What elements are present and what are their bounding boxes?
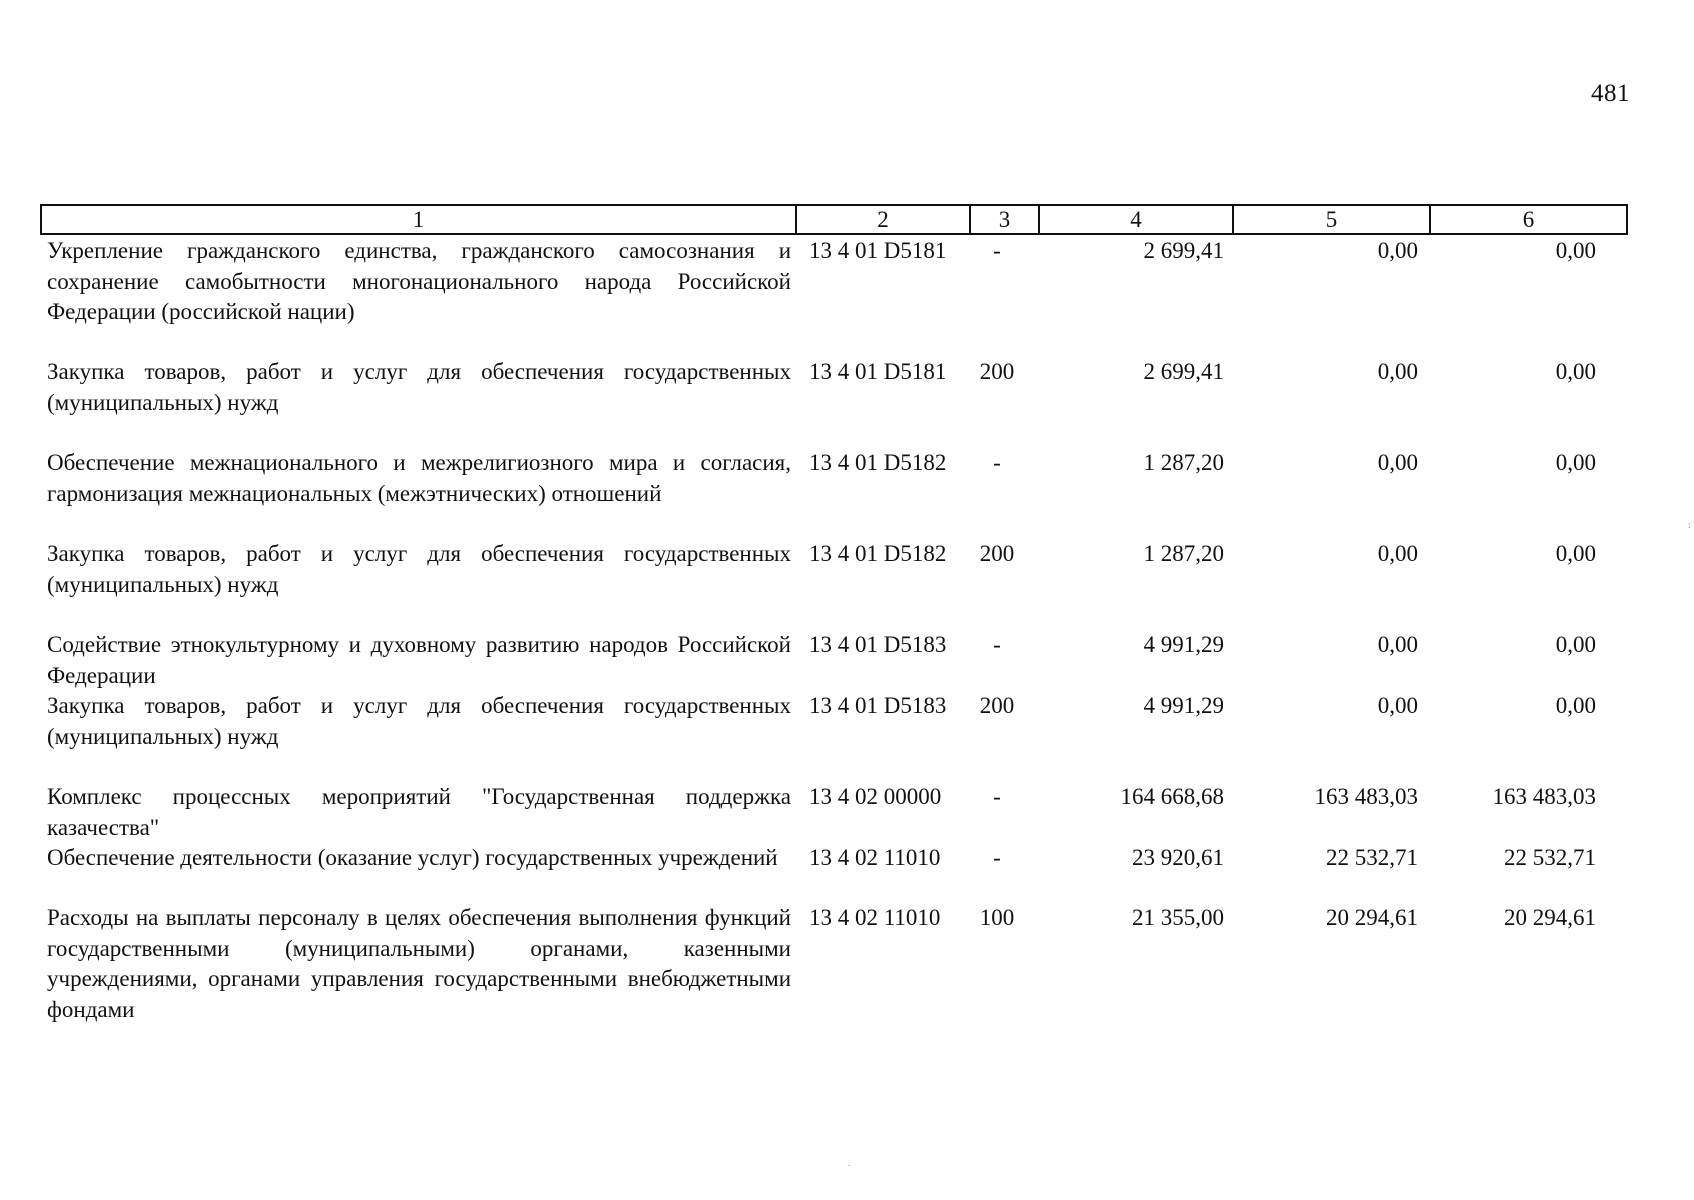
row-value-5: 0,00 <box>1377 632 1418 657</box>
row-value-6: 0,00 <box>1555 238 1596 263</box>
page-number: 481 <box>1591 80 1630 107</box>
row-value-6: 0,00 <box>1555 693 1596 718</box>
column-header-6: 6 <box>1430 205 1627 234</box>
row-code: 13 4 01 D5181 <box>809 359 947 384</box>
row-name: Укрепление гражданского единства, гражданского самосознания и сохранение самобытности многонационального народа Российской Федерации (российской нации) <box>47 238 791 324</box>
row-code: 13 4 01 D5182 <box>809 450 947 475</box>
scan-speck: . <box>848 1158 851 1169</box>
row-value-5: 22 532,71 <box>1326 845 1418 870</box>
row-type: 200 <box>979 693 1015 718</box>
row-value-6: 0,00 <box>1555 541 1596 566</box>
row-name: Закупка товаров, работ и услуг для обеспечения государственных (муниципальных) нужд <box>47 541 791 597</box>
row-value-6: 0,00 <box>1555 632 1596 657</box>
row-value-4: 2 699,41 <box>1143 238 1224 263</box>
row-type: - <box>993 784 1001 809</box>
row-code: 13 4 01 D5182 <box>809 541 947 566</box>
table-row <box>40 448 1626 539</box>
row-value-5: 0,00 <box>1377 238 1418 263</box>
row-value-4: 4 991,29 <box>1143 632 1224 657</box>
row-code: 13 4 01 D5183 <box>809 632 947 657</box>
row-value-6: 0,00 <box>1555 359 1596 384</box>
table-header <box>40 204 1628 235</box>
row-type: 200 <box>979 359 1015 384</box>
table-row <box>40 236 1626 357</box>
row-type: - <box>993 632 1001 657</box>
row-type: 100 <box>979 905 1015 930</box>
table-row <box>40 539 1626 630</box>
row-value-4: 1 287,20 <box>1143 450 1224 475</box>
row-value-4: 23 920,61 <box>1132 845 1224 870</box>
row-value-6: 0,00 <box>1555 450 1596 475</box>
row-value-6: 22 532,71 <box>1504 845 1596 870</box>
column-header-4: 4 <box>1039 205 1233 234</box>
row-value-4: 164 668,68 <box>1120 784 1224 809</box>
row-value-5: 0,00 <box>1377 693 1418 718</box>
row-value-4: 21 355,00 <box>1132 905 1224 930</box>
scan-speck: : <box>1688 520 1691 531</box>
row-code: 13 4 02 00000 <box>809 784 942 809</box>
row-value-5: 163 483,03 <box>1314 784 1418 809</box>
row-name: Расходы на выплаты персоналу в целях обеспечения выполнения функций государственными (муниципальными) органами, казенными учреждениями, органами управления государственными внебюджетными фондами <box>47 905 791 1022</box>
row-type: - <box>993 450 1001 475</box>
row-code: 13 4 02 11010 <box>809 905 941 930</box>
row-name: Комплекс процессных мероприятий "Государственная поддержка казачества" <box>47 784 791 840</box>
row-value-5: 0,00 <box>1377 450 1418 475</box>
row-name: Обеспечение деятельности (оказание услуг) государственных учреждений <box>47 845 778 870</box>
row-name: Обеспечение межнационального и межрелигиозного мира и согласия, гармонизация межнациональных (межэтнических) отношений <box>47 450 791 506</box>
row-type: - <box>993 238 1001 263</box>
table-row <box>40 843 1626 903</box>
row-name: Закупка товаров, работ и услуг для обеспечения государственных (муниципальных) нужд <box>47 693 791 749</box>
table-row <box>40 357 1626 448</box>
row-value-5: 0,00 <box>1377 359 1418 384</box>
row-code: 13 4 01 D5183 <box>809 693 947 718</box>
table-row <box>40 782 1626 843</box>
row-value-4: 2 699,41 <box>1143 359 1224 384</box>
column-header-3: 3 <box>970 205 1039 234</box>
table-row <box>40 630 1626 691</box>
column-header-5: 5 <box>1233 205 1430 234</box>
row-value-5: 20 294,61 <box>1326 905 1418 930</box>
row-value-5: 0,00 <box>1377 541 1418 566</box>
column-header-1: 1 <box>41 205 796 234</box>
row-value-4: 4 991,29 <box>1143 693 1224 718</box>
table-row <box>40 903 1626 1027</box>
table-row <box>40 691 1626 782</box>
row-type: 200 <box>979 541 1015 566</box>
row-value-6: 20 294,61 <box>1504 905 1596 930</box>
row-name: Содействие этнокультурному и духовному развитию народов Российской Федерации <box>47 632 791 688</box>
column-header-2: 2 <box>796 205 970 234</box>
row-name: Закупка товаров, работ и услуг для обеспечения государственных (муниципальных) нужд <box>47 359 791 415</box>
row-value-6: 163 483,03 <box>1492 784 1596 809</box>
row-type: - <box>993 845 1001 870</box>
row-value-4: 1 287,20 <box>1143 541 1224 566</box>
table-body <box>40 236 1626 1027</box>
row-code: 13 4 01 D5181 <box>809 238 947 263</box>
row-code: 13 4 02 11010 <box>809 845 941 870</box>
